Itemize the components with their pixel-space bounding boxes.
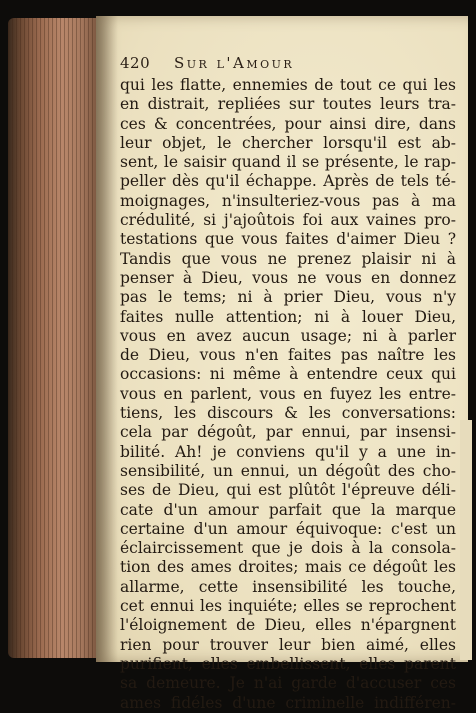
- text-line: cate d'un amour parfait que la marque: [120, 500, 456, 519]
- running-head: Sur l'Amour: [174, 54, 295, 72]
- text-line: sa demeure. Je n'ai garde d'accuser ces: [120, 674, 456, 693]
- text-line: de Dieu, vous n'en faites pas naître les: [120, 346, 456, 365]
- text-line: tion des ames droites; mais ce dégoût les: [120, 558, 456, 577]
- text-line: ses de Dieu, qui est plûtôt l'épreuve déli-: [120, 481, 456, 500]
- text-line: leur objet, le chercher lorsqu'il est ab-: [120, 133, 456, 152]
- text-line: faites nulle attention; ni à louer Dieu,: [120, 307, 456, 326]
- text-line: sensibilité, un ennui, un dégoût des cho-: [120, 461, 456, 480]
- text-line: crédulité, si j'ajoûtois foi aux vaines pro-: [120, 211, 456, 230]
- text-line: Tandis que vous ne prenez plaisir ni à: [120, 249, 456, 268]
- gutter-shadow: [96, 16, 118, 662]
- text-line: ces & concentrées, pour ainsi dire, dans: [120, 114, 456, 133]
- text-line: rien pour trouver leur bien aimé, elles: [120, 635, 456, 654]
- text-line: vous en parlent, vous en fuyez les entre-: [120, 384, 456, 403]
- text-line: ames fidéles d'une criminelle indifféren-: [120, 693, 456, 712]
- text-line: l'éloignement de Dieu, elles n'épargnent: [120, 616, 456, 635]
- text-line: penser à Dieu, vous ne vous en donnez: [120, 268, 456, 287]
- text-line: qui les flatte, ennemies de tout ce qui les: [120, 76, 456, 94]
- text-line: éclaircissement que je dois à la consola-: [120, 539, 456, 558]
- text-line: vous en avez aucun usage; ni à parler: [120, 326, 456, 345]
- page-number: 420: [120, 54, 151, 72]
- text-line: occasions: ni même à entendre ceux qui: [120, 365, 456, 384]
- page-header: [120, 54, 450, 74]
- text-line: purifient, elles embellissent, elles parent: [120, 654, 456, 673]
- text-line: cela par dégoût, par ennui, par insensi-: [120, 423, 456, 442]
- book-page-edges: [8, 18, 98, 658]
- text-line: certaine d'un amour équivoque: c'est un: [120, 519, 456, 538]
- text-line: peller dès qu'il échappe. Après de tels té-: [120, 172, 456, 191]
- text-line: tiens, les discours & les conversations:: [120, 404, 456, 423]
- text-line: en distrait, repliées sur toutes leurs tra-: [120, 95, 456, 114]
- text-line: allarme, cette insensibilité les touche,: [120, 577, 456, 596]
- text-line: cet ennui les inquiéte; elles se reprochent: [120, 597, 456, 616]
- page-margin-strip: [460, 420, 472, 660]
- body-text: [120, 76, 456, 713]
- book-page: [96, 16, 468, 712]
- text-line: moignages, n'insulteriez-vous pas à ma: [120, 191, 456, 210]
- text-line: pas le tems; ni à prier Dieu, vous n'y: [120, 288, 456, 307]
- page-edge-lines: [8, 18, 98, 658]
- text-line: testations que vous faites d'aimer Dieu ?: [120, 230, 456, 249]
- text-line: sent, le saisir quand il se présente, le rap-: [120, 153, 456, 172]
- text-line: bilité. Ah! je conviens qu'il y a une in-: [120, 442, 456, 461]
